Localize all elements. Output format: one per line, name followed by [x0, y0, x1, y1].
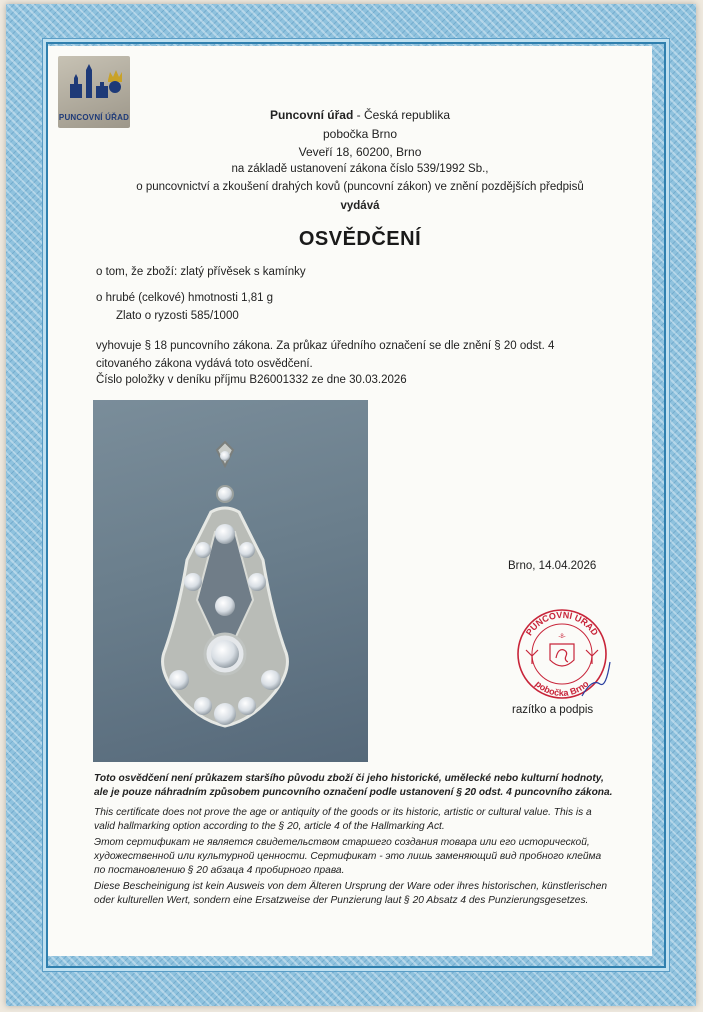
office-name: Puncovní úřad: [269, 108, 354, 122]
office-country: - Česká republika: [353, 108, 451, 122]
branch-name: pobočka Brno: [322, 127, 398, 141]
issues-label: vydává: [340, 200, 380, 212]
castle-crown-icon: [64, 60, 124, 104]
disclaimer-russian: Этот сертификат не является свидетельством старшего создания товара или его исторической, художественной или культурной ценности. Сертификат - это лишь заменяющий вид пробного клейма по постановлению § 20 абзаца 4 пробирного права.: [94, 837, 602, 876]
stamp-top-text: PUNCOVNÍ ÚŘAD: [523, 609, 601, 638]
gold-fineness: Zlato o ryzosti 585/1000: [116, 310, 239, 322]
document-title: OSVĚDČENÍ: [298, 228, 422, 250]
goods-description: o tom, že zboží: zlatý přívěsek s kamínky: [96, 266, 306, 278]
stamp-seal-icon: [512, 608, 612, 700]
stamp-signature-label: razítko a podpis: [512, 704, 594, 716]
stamp-number: -8-: [558, 634, 566, 640]
issuing-office: [100, 108, 620, 122]
gross-weight: o hrubé (celkové) hmotnosti 1,81 g: [96, 292, 274, 304]
disclaimer-german: Diese Bescheinigung ist kein Ausweis von dem Älteren Ursprung der Ware oder ihres historischen, künstlerischen oder kulturellen Wert, sondern eine Ersatzweise der Punzierung laut § 20 Absatz 4 des Punzierungsgesetzes.: [94, 881, 608, 906]
logo-caption: PUNCOVNÍ ÚŘAD: [58, 113, 130, 122]
pendant-photo: [93, 400, 368, 762]
record-number: Číslo položky v deníku příjmu B26001332 ze dne 30.03.2026: [96, 374, 407, 386]
law-description: o puncovnictví a zkoušení drahých kovů (puncovní zákon) ve znění pozdějších předpisů: [136, 181, 584, 193]
stamp-bottom-text: pobočka Brno: [533, 678, 591, 699]
official-stamp: [512, 608, 612, 705]
compliance-statement: vyhovuje § 18 puncovního zákona. Za průkaz úředního označení se dle znění § 20 odst. 4 citovaného zákona vydává toto osvědčení.: [96, 340, 555, 370]
pendant-illustration: [93, 400, 368, 762]
disclaimer-english: This certificate does not prove the age or antiquity of the goods or its historic, artistic or cultural value. This is a valid hallmarking option according to the § 20, article 4 of the Hallmarking Act.: [94, 807, 592, 832]
law-reference: na základě ustanovení zákona číslo 539/1992 Sb.,: [231, 163, 489, 175]
issue-date: Brno, 14.04.2026: [508, 560, 597, 572]
office-address: Veveří 18, 60200, Brno: [298, 145, 422, 159]
disclaimer-czech: Toto osvědčení není průkazem staršího původu zboží či jeho historické, umělecké nebo kulturní hodnoty, ale je pouze náhradním způsobem puncovního označení podle ustanovení § 20 odst. 4 puncovního zákona.: [94, 773, 613, 798]
